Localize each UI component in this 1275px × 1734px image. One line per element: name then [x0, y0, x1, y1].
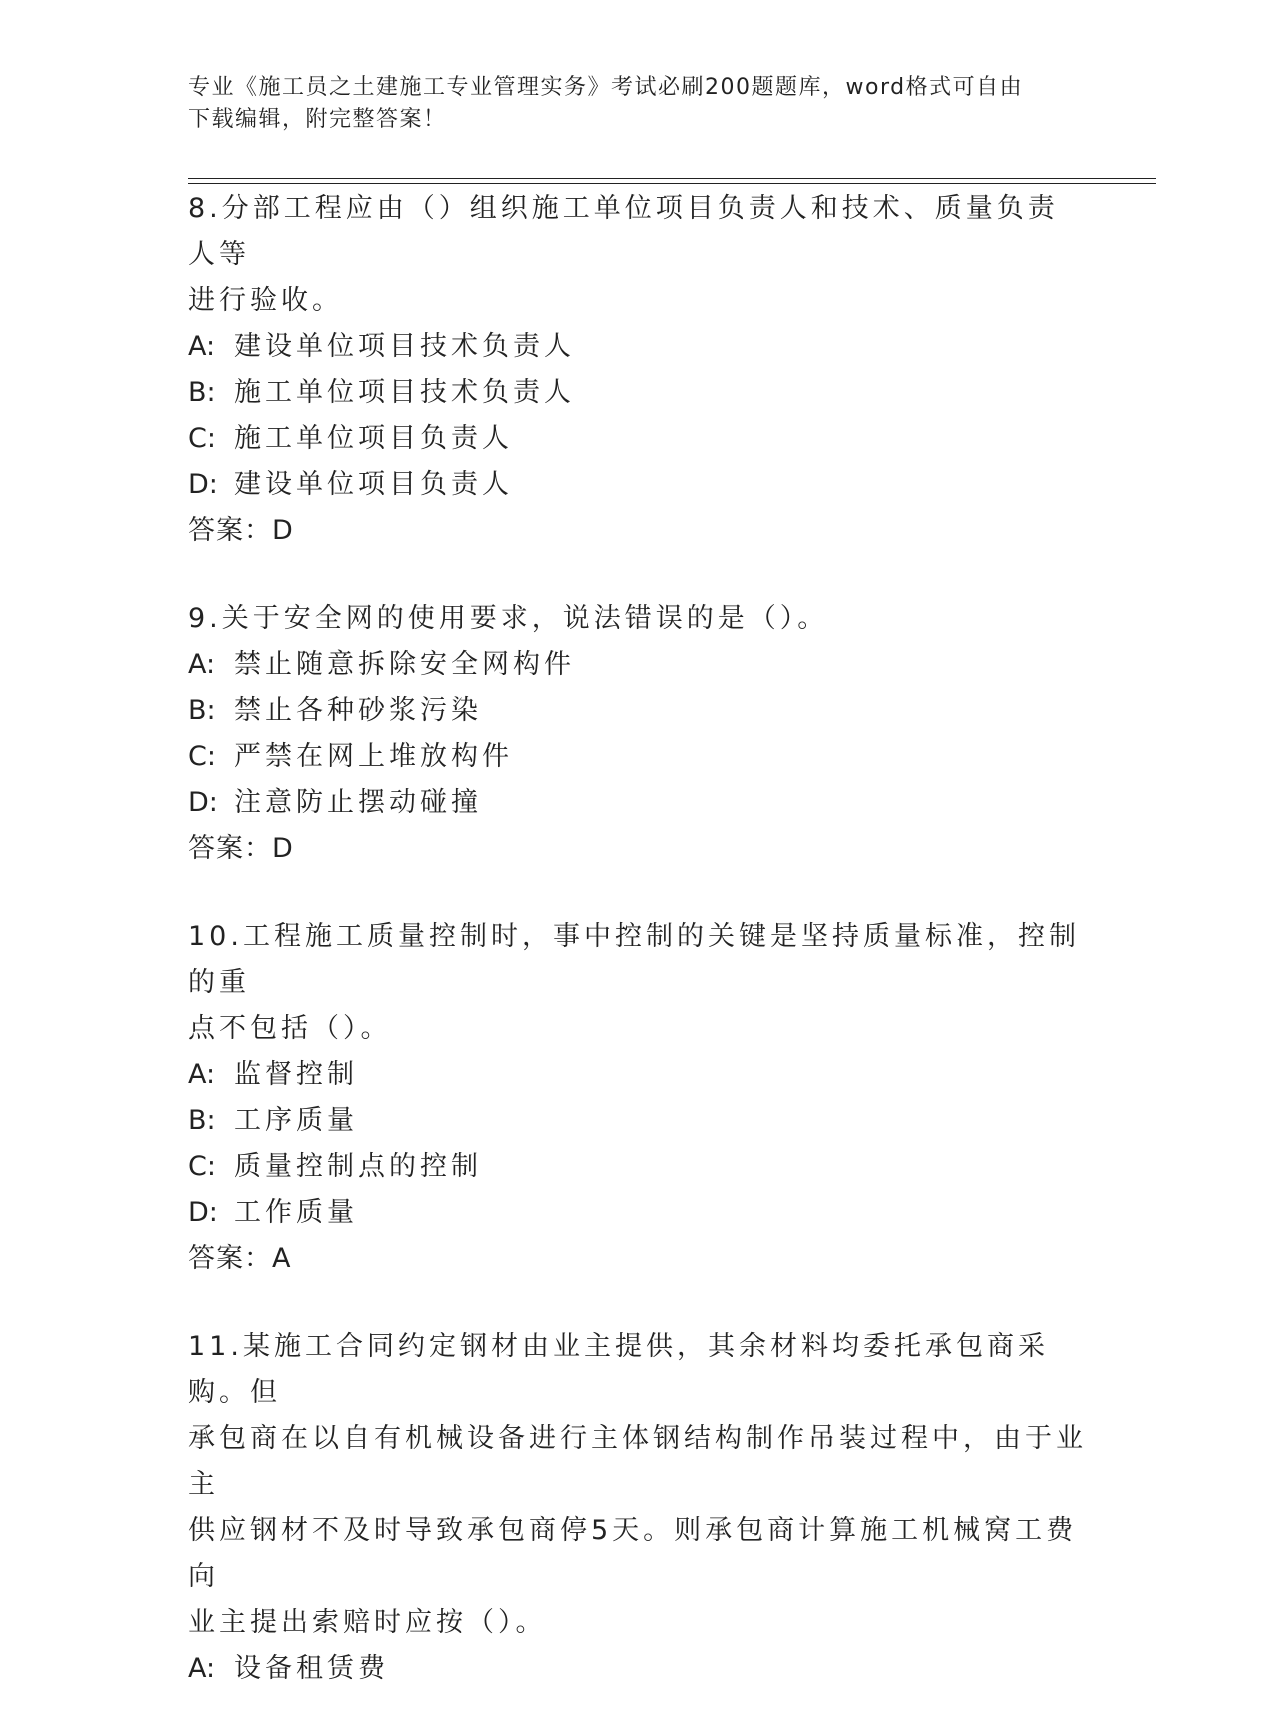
option-a	[188, 1646, 1088, 1692]
option-d	[188, 780, 1088, 826]
option-text: 施工单位项目负责人	[234, 423, 513, 454]
answer-line: 答案：D	[188, 833, 294, 864]
option-a	[188, 642, 1088, 688]
header-divider-bottom	[188, 183, 1156, 184]
option-text: 注意防止摆动碰撞	[234, 787, 482, 818]
option-letter: D:	[188, 1197, 218, 1228]
question-text: 点不包括（）。	[188, 1013, 392, 1044]
question-list	[188, 186, 1088, 1734]
option-text: 禁止各种砂浆污染	[234, 695, 482, 726]
question-text: 承包商在以自有机械设备进行主体钢结构制作吊装过程中，由于业主	[188, 1423, 1087, 1500]
question-text: 8.分部工程应由（）组织施工单位项目负责人和技术、质量负责人等	[188, 193, 1059, 270]
option-letter: A:	[188, 331, 216, 362]
option-letter: B:	[188, 1105, 216, 1136]
option-a	[188, 324, 1088, 370]
question-11	[188, 1324, 1088, 1692]
option-c	[188, 1144, 1088, 1190]
option-text: 质量控制点的控制	[234, 1151, 482, 1182]
question-text: 10.工程施工质量控制时，事中控制的关键是坚持质量标准，控制的重	[188, 921, 1080, 998]
answer-line: 答案：D	[188, 515, 294, 546]
option-d	[188, 1190, 1088, 1236]
answer-line: 答案：A	[188, 1243, 292, 1274]
question-8	[188, 186, 1088, 554]
option-letter: C:	[188, 741, 216, 772]
option-c	[188, 416, 1088, 462]
option-letter: C:	[188, 423, 216, 454]
option-letter: A:	[188, 1653, 216, 1684]
option-b	[188, 1098, 1088, 1144]
option-text: 监督控制	[234, 1059, 358, 1090]
question-10	[188, 914, 1088, 1282]
option-text: 禁止随意拆除安全网构件	[234, 649, 575, 680]
option-text: 严禁在网上堆放构件	[234, 741, 513, 772]
option-letter: B:	[188, 377, 216, 408]
option-text: 设备租赁费	[234, 1653, 389, 1684]
option-text: 工作质量	[234, 1197, 358, 1228]
document-header	[188, 72, 1068, 136]
option-letter: A:	[188, 649, 216, 680]
option-d	[188, 462, 1088, 508]
option-b	[188, 688, 1088, 734]
option-letter: A:	[188, 1059, 216, 1090]
option-text: 建设单位项目负责人	[234, 469, 513, 500]
option-text: 施工单位项目技术负责人	[234, 377, 575, 408]
question-9	[188, 596, 1088, 872]
header-divider-top	[188, 178, 1156, 179]
option-letter: C:	[188, 1151, 216, 1182]
option-letter: D:	[188, 469, 218, 500]
header-line-1: 专业《施工员之土建施工专业管理实务》考试必刷200题题库，word格式可自由	[188, 75, 1024, 100]
option-letter: B:	[188, 695, 216, 726]
question-text: 供应钢材不及时导致承包商停5天。则承包商计算施工机械窝工费向	[188, 1515, 1078, 1592]
header-line-2: 下载编辑，附完整答案！	[188, 107, 447, 132]
option-a	[188, 1052, 1088, 1098]
question-text: 业主提出索赔时应按（）。	[188, 1607, 547, 1638]
option-letter: D:	[188, 787, 218, 818]
question-text: 9.关于安全网的使用要求，说法错误的是（）。	[188, 603, 829, 634]
option-b	[188, 370, 1088, 416]
option-c	[188, 734, 1088, 780]
option-text: 工序质量	[234, 1105, 358, 1136]
question-text: 进行验收。	[188, 285, 343, 316]
question-text: 11.某施工合同约定钢材由业主提供，其余材料均委托承包商采购。但	[188, 1331, 1049, 1408]
option-text: 建设单位项目技术负责人	[234, 331, 575, 362]
